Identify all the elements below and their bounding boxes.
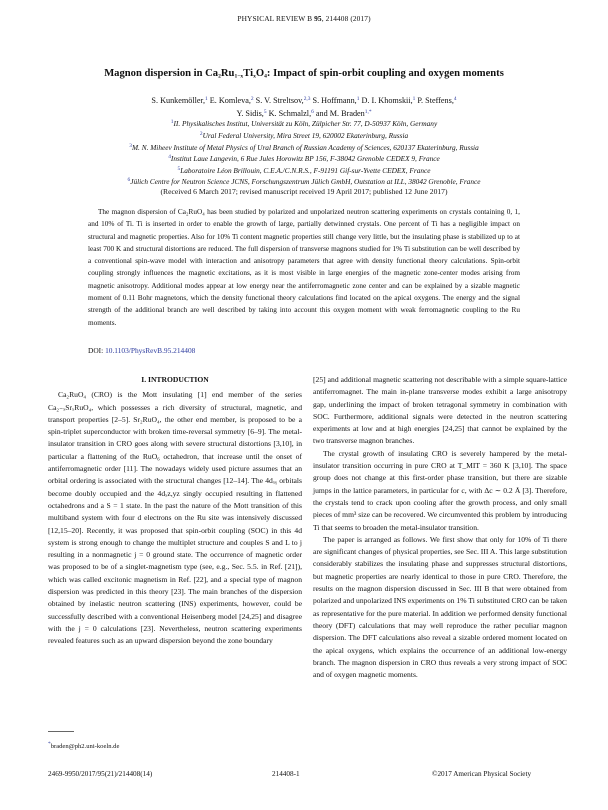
left-column [48, 374, 302, 648]
received-dates: (Received 6 March 2017; revised manuscript received 19 April 2017; published 12 June 2017) [160, 187, 448, 196]
author: D. I. Khomskii,$^1$ [361, 96, 416, 105]
affiliation-4: $^4$Institut Laue Langevin, 6 Rue Jules Horowitz BP 156, F-38042 Grenoble CEDEX 9, France [168, 154, 440, 163]
affiliation-1: $^1$II. Physikalisches Institut, Universität zu Köln, Zülpicher Str. 77, D-50937 Köln, Germany [170, 119, 438, 128]
journal-header: PHYSICAL REVIEW B 95, 214408 (2017) [237, 14, 371, 23]
affiliation-5: $^5$Laboratoire Léon Brillouin, C.E.A./C.N.R.S., F-91191 Gif-sur-Yvette CEDEX, France [177, 166, 431, 175]
affiliation-2: $^2$Ural Federal University, Mira Street 19, 620002 Ekaterinburg, Russia [199, 131, 409, 140]
author: and M. Braden$^{1,*}$ [315, 108, 372, 118]
footnote: *braden@ph2.uni-koeln.de [48, 741, 120, 750]
footer-copyright: ©2017 American Physical Society [432, 770, 532, 778]
paper-title: Magnon dispersion in $Ca_2Ru_{1-x}Ti_xO_4$: Impact of spin-orbit coupling and oxygen moments [104, 68, 504, 80]
paragraph: The paper is arranged as follows. We first show that only for 10% of Ti there are significant changes of physical properties, see Sec. III A. This large substitution considerably stabilizes the insulating phase and suppresses structural distortions, but magnetic properties are nearly identical to those in pure CRO. Therefore, the results on the magnon dispersion discussed in Sec. III B that were obtained from polarized and unpolarized INS experiments on 1% Ti substituted CRO can be taken as representative for the pure material. In addition we performed density functional theory (DFT) calculations that may well reproduce the rather peculiar magnon dispersion. The DFT calculations also reveal a sizable ordered moment located on the apical oxygens, which explains the occurrence of an additional low-energy branch. The magnon dispersion in CRO thus reveals a very strong impact of SOC and of oxygen magnetic moments. [313, 534, 567, 680]
doi [88, 346, 195, 355]
paragraph: The crystal growth of insulating CRO is severely hampered by the metal-insulator transition occurring in pure CRO at T_MIT = 360 K [3,10]. The space group does not change at this first-order phase transition, but there are sizable jumps in the lattice parameters, in particular for c, with Δc ∼ 0.2 Å [3]. Therefore, the crystals tend to crack upon cooling after the growth process, and only small pieces of mm³ size can be recovered. We circumvented this problem by introducing Ti that seems to broaden the metal-insulator transition. [313, 448, 567, 532]
abstract: The magnon dispersion of Ca₂RuO₄ has been studied by polarized and unpolarized neutron scattering experiments on crystals containing 0, 1, and 10% of Ti. Ti is inserted in order to enable the growth of large, partially detwinned crystals. One percent of Ti has a negligible impact on structural and magnetic properties. Also for 10% Ti content magnetic properties still change very little, but the insulating phase is stabilized up to at least 700 K and structural distortions are reduced. The full dispersion of transverse magnons studied for 1% Ti substitution can be well described by a conventional spin-wave model with interaction and anisotropy parameters that agree with density functional theory calculations. Spin-orbit coupling strongly influences the magnetic excitations, as it is most visible in large energies of the magnetic zone-center modes arising from magnetic anisotropy. Additional modes appear at low energy near the antiferromagnetic zone center and can be explained by a sizable magnetic moment of 0.11 Bohr magnetons, which the density functional theory calculations find located on the apical oxygens. The energy and the signal strength of the additional branch are well described by taking into account this oxygen moment with weak ferromagnetic coupling to the Ru moments. [88, 208, 520, 327]
doi-label: DOI: [88, 346, 104, 355]
author: S. Kunkemöller,$^1$ [151, 96, 208, 105]
section-heading: I. INTRODUCTION [141, 375, 209, 384]
doi-link[interactable]: 10.1103/PhysRevB.95.214408 [105, 346, 196, 355]
footnote-divider [48, 731, 74, 732]
author: K. Schmalzl,$^6$ [268, 108, 314, 118]
author: Y. Sidis,$^5$ [236, 108, 267, 118]
author-list [0, 94, 608, 119]
footer-page-number: 214408-1 [272, 770, 300, 778]
corresponding-email[interactable]: braden@ph2.uni-koeln.de [50, 743, 120, 750]
paragraph: Ca₂RuO₄ (CRO) is the Mott insulating [1] end member of the series Ca₂₋ₓSrₓRuO₄, which possesses a rich diversity of structural, magnetic, and transport properties [2–5]. Sr₂RuO₄, the other end member, is proposed to be a spin-triplet superconductor with broken time-reversal symmetry [6–9]. The metal-insulator transition in CRO goes along with severe structural distortions [3,10], in particular a flattening of the RuO₆ octahedron, that increase until the onset of antiferromagnetic order [11]. The nowadays widely used picture assumes that an orbital ordering is associated with the structural changes [12–14]. The 4dₓᵧ orbitals become doubly occupied and the 4dₓz,yz singly occupied resulting in flattened octahedrons and a S = 1 state. In the past the nature of the Mott transition of this multiband system with four d electrons on the Ru site was intensively discussed [12,15–20]. Recently, it was proposed that spin-orbit coupling (SOC) in this 4d system is strong enough to change the multiplet structure and couples S and L to j resulting in a nonmagnetic j = 0 ground state. The occurrence of magnetic order was proposed to be of a singlet-magnetism type (see, e.g., Sec. 5.5. in Ref. [21]), which was called excitonic magnetism in Ref. [22], and a special type of magnon dispersion was predicted in this theory [23]. The main branches of the dispersion obtained by inelastic neutron scattering (INS) experiments, however, could be successfully described with a conventional Heisenberg model [24,25] and disagree with the j = 0 calculations [23]. Nevertheless, neutron scattering experiments revealed features such as an upward dispersion beyond the zone boundary [48, 390, 302, 646]
author: E. Komleva,$^2$ [209, 96, 254, 105]
footer-issn: 2469-9950/2017/95(21)/214408(14) [48, 770, 153, 778]
affiliation-3: $^3$M. N. Miheev Institute of Metal Physics of Ural Branch of Russian Academy of Sciences, 620137 Ekaterinburg, Russia [129, 143, 479, 152]
journal-volume: 95 [314, 14, 322, 23]
author: P. Steffens,$^4$ [417, 96, 457, 105]
article-number: 214408 (2017) [325, 14, 371, 23]
affiliation-6-text: $^6$Jülich Centre for Neutron Science JCNS, Forschungszentrum Jülich GmbH, Outstation at ILL, 38042 Grenoble, France [127, 177, 481, 186]
journal-name: PHYSICAL REVIEW B [237, 14, 313, 23]
author: S. Hoffmann,$^1$ [312, 96, 360, 105]
right-column [313, 374, 567, 681]
paragraph: [25] and additional magnetic scattering not describable with a simple square-lattice antiferromagnet. The main in-plane transverse modes exhibit a large anisotropy gap, underlining the impact of broken tetragonal symmetry in combination with SOC. Furthermore, additional signals were detected in the neutron scattering experiments at low and at high energies [24,25] that cannot be explained by the two transverse magnon branches. [313, 375, 567, 446]
author: S. V. Streltsov,$^{2,3}$ [255, 96, 311, 105]
